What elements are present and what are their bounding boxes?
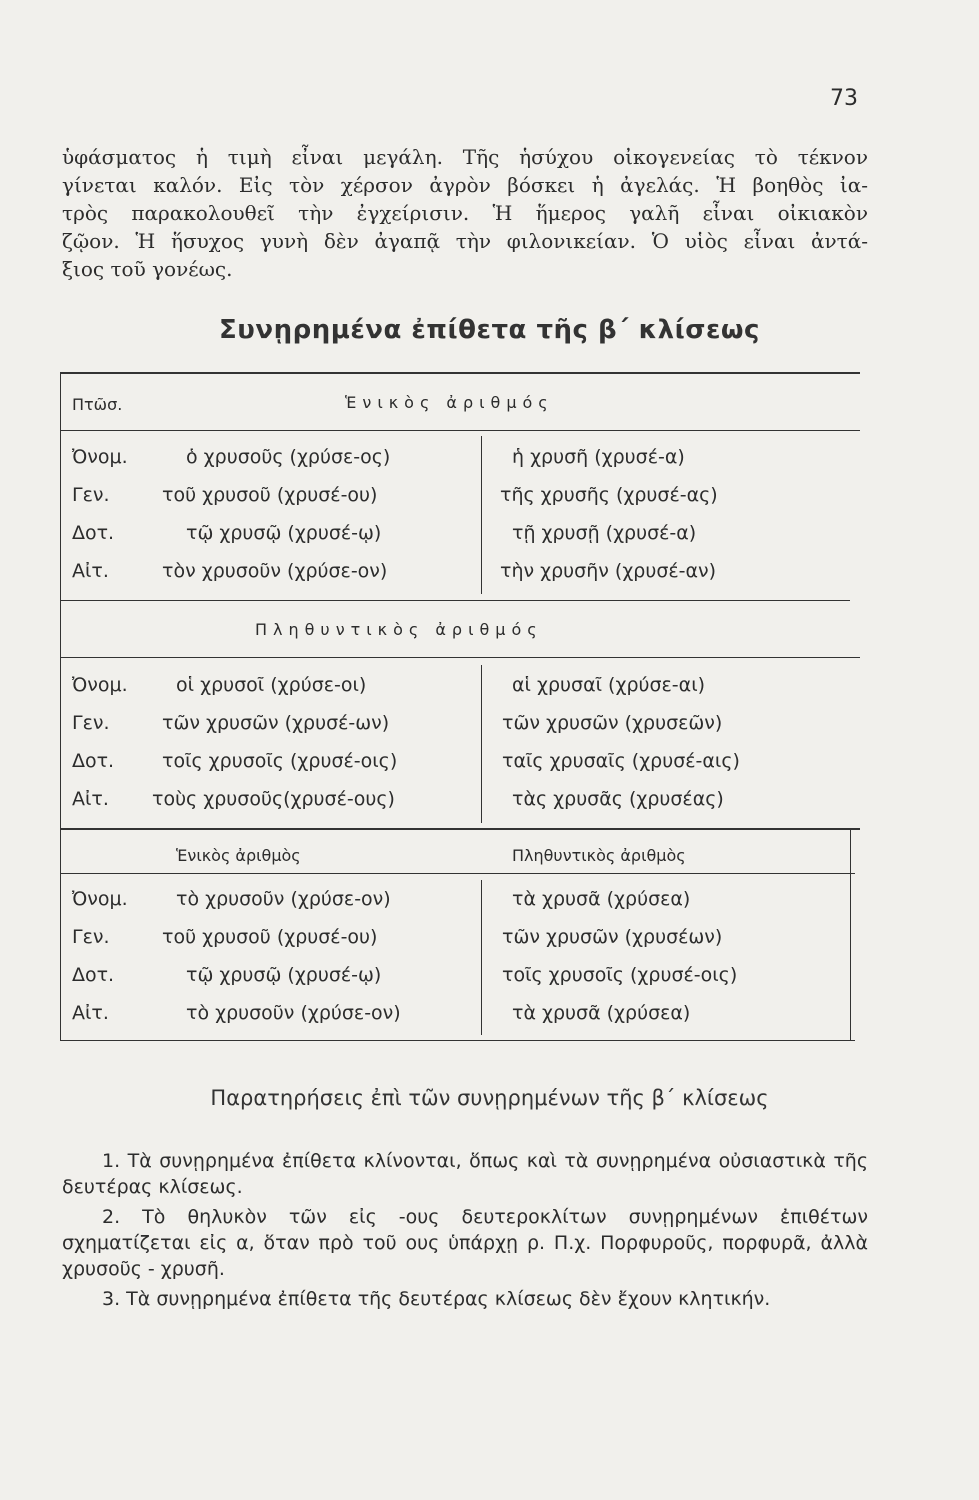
case-label: Ὀνομ. bbox=[72, 674, 128, 696]
case-label: Δοτ. bbox=[72, 750, 115, 772]
table-rule bbox=[60, 828, 860, 830]
masculine-form: τοὺς χρυσοῦς(χρυσέ-ους) bbox=[152, 788, 395, 810]
case-label: Γεν. bbox=[72, 926, 110, 948]
case-label: Δοτ. bbox=[72, 964, 115, 986]
feminine-form: ταῖς χρυσαῖς (χρυσέ-αις) bbox=[502, 750, 740, 772]
table-border bbox=[850, 830, 851, 1040]
feminine-form: τῇ χρυσῇ (χρυσέ-α) bbox=[512, 522, 697, 544]
intro-line: ὑφάσματος ἡ τιμὴ εἶναι μεγάλη. Τῆς ἡσύχου οἰκογενείας τὸ τέκνον bbox=[62, 145, 868, 169]
case-label: Γεν. bbox=[72, 712, 110, 734]
table-rule bbox=[60, 873, 855, 874]
feminine-form: τῶν χρυσῶν (χρυσεῶν) bbox=[502, 712, 723, 734]
case-label: Αἰτ. bbox=[72, 1002, 109, 1024]
intro-line: ζῷον. Ἡ ἥσυχος γυνὴ δὲν ἀγαπᾷ τὴν φιλονικείαν. Ὁ υἱὸς εἶναι ἀντά- bbox=[62, 229, 868, 253]
intro-line: τρὸς παρακολουθεῖ τὴν ἐγχείρισιν. Ἡ ἥμερος γαλῆ εἶναι οἰκιακὸν bbox=[62, 201, 868, 225]
neuter-plural-form: τοῖς χρυσοῖς (χρυσέ-οις) bbox=[502, 964, 738, 986]
neuter-singular-header: Ἑνικὸς ἀριθμὸς bbox=[176, 846, 301, 865]
column-divider bbox=[481, 665, 482, 823]
column-divider bbox=[481, 436, 482, 594]
neuter-plural-header: Πληθυντικὸς ἀριθμὸς bbox=[512, 846, 686, 865]
singular-header: Ἑνικὸς ἀριθμός bbox=[345, 393, 554, 412]
table-border bbox=[60, 372, 61, 1040]
plural-header: Πληθυντικὸς ἀριθμός bbox=[255, 620, 543, 639]
case-label: Αἰτ. bbox=[72, 560, 109, 582]
neuter-singular-form: τὸ χρυσοῦν (χρύσε-ον) bbox=[186, 1002, 401, 1024]
column-divider bbox=[481, 880, 482, 1035]
note-item: 3. Τὰ συνῃρημένα ἐπίθετα τῆς δευτέρας κλίσεως δὲν ἔχουν κλητικήν. bbox=[102, 1288, 771, 1310]
feminine-form: τῆς χρυσῆς (χρυσέ-ας) bbox=[500, 484, 718, 506]
case-header: Πτῶσ. bbox=[72, 395, 123, 414]
neuter-singular-form: τὸ χρυσοῦν (χρύσε-ον) bbox=[176, 888, 391, 910]
neuter-plural-form: τὰ χρυσᾶ (χρύσεα) bbox=[512, 888, 691, 910]
notes-title: Παρατηρήσεις ἐπὶ τῶν συνῃρημένων τῆς β΄ κλίσεως bbox=[210, 1086, 769, 1110]
table-rule bbox=[60, 430, 860, 431]
neuter-singular-form: τοῦ χρυσοῦ (χρυσέ-ου) bbox=[162, 926, 378, 948]
table-rule bbox=[60, 1040, 855, 1041]
masculine-form: τὸν χρυσοῦν (χρύσε-ον) bbox=[162, 560, 388, 582]
masculine-form: ὁ χρυσοῦς (χρύσε-ος) bbox=[186, 446, 391, 468]
masculine-form: τῶν χρυσῶν (χρυσέ-ων) bbox=[162, 712, 390, 734]
case-label: Αἰτ. bbox=[72, 788, 109, 810]
note-item: 1. Τὰ συνῃρημένα ἐπίθετα κλίνονται, ὅπως καὶ τὰ συνῃρημένα οὐσιαστικὰ τῆς δευτέρας κλίσεως. bbox=[62, 1150, 868, 1198]
masculine-form: τῷ χρυσῷ (χρυσέ-ῳ) bbox=[186, 522, 382, 544]
masculine-form: οἱ χρυσοῖ (χρύσε-οι) bbox=[176, 674, 367, 696]
feminine-form: αἱ χρυσαῖ (χρύσε-αι) bbox=[512, 674, 706, 696]
feminine-form: τὴν χρυσῆν (χρυσέ-αν) bbox=[500, 560, 717, 582]
case-label: Δοτ. bbox=[72, 522, 115, 544]
section-title: Συνῃρημένα ἐπίθετα τῆς β΄ κλίσεως bbox=[219, 315, 760, 345]
intro-paragraph bbox=[62, 143, 868, 283]
table-rule bbox=[60, 657, 860, 658]
table-rule bbox=[60, 600, 850, 601]
feminine-form: ἡ χρυσῆ (χρυσέ-α) bbox=[512, 446, 685, 468]
case-label: Γεν. bbox=[72, 484, 110, 506]
page-number: 73 bbox=[830, 86, 858, 111]
neuter-plural-form: τῶν χρυσῶν (χρυσέων) bbox=[502, 926, 723, 948]
table-rule bbox=[60, 372, 860, 374]
intro-line: ξιος τοῦ γονέως. bbox=[62, 257, 233, 281]
masculine-form: τοῖς χρυσοῖς (χρυσέ-οις) bbox=[162, 750, 398, 772]
neuter-plural-form: τὰ χρυσᾶ (χρύσεα) bbox=[512, 1002, 691, 1024]
neuter-singular-form: τῷ χρυσῷ (χρυσέ-ῳ) bbox=[186, 964, 382, 986]
note-item: 2. Τὸ θηλυκὸν τῶν εἰς -ους δευτεροκλίτων συνῃρημένων ἐπιθέτων σχηματίζεται εἰς α, ὅταν πρὸ τοῦ ους ὑπάρχῃ ρ. Π.χ. Πορφυροῦς, πορφυρᾶ, ἀλλὰ χρυσοῦς - χρυσῆ. bbox=[62, 1206, 868, 1280]
case-label: Ὀνομ. bbox=[72, 446, 128, 468]
notes-list bbox=[62, 1148, 868, 1316]
feminine-form: τὰς χρυσᾶς (χρυσέας) bbox=[512, 788, 724, 810]
masculine-form: τοῦ χρυσοῦ (χρυσέ-ου) bbox=[162, 484, 378, 506]
intro-line: γίνεται καλόν. Εἰς τὸν χέρσον ἀγρὸν βόσκει ἡ ἀγελάς. Ἡ βοηθὸς ἰα- bbox=[62, 173, 868, 197]
case-label: Ὀνομ. bbox=[72, 888, 128, 910]
